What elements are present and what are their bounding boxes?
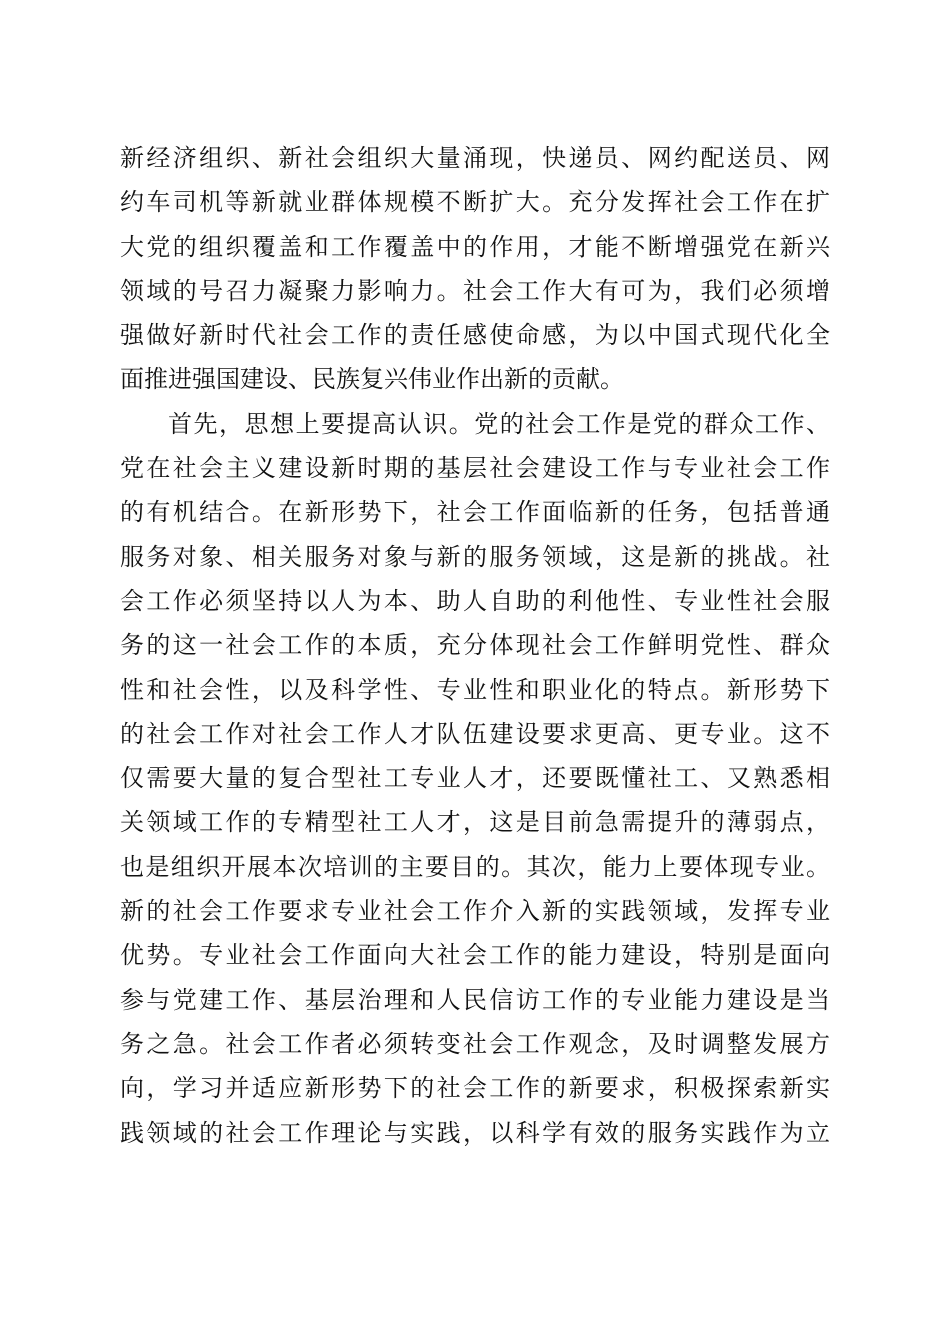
- text-line: 性和社会性，以及科学性、专业性和职业化的特点。新形势下: [120, 675, 830, 704]
- text-line: 参与党建工作、基层治理和人民信访工作的专业能力建设是当: [120, 985, 830, 1014]
- text-line: 面推进强国建设、民族复兴伟业作出新的贡献。: [120, 365, 624, 394]
- text-line: 向，学习并适应新形势下的社会工作的新要求，积极探索新实: [120, 1074, 830, 1103]
- text-line: 的有机结合。在新形势下，社会工作面临新的任务，包括普通: [120, 498, 830, 527]
- text-line: 强做好新时代社会工作的责任感使命感，为以中国式现代化全: [120, 321, 830, 350]
- text-line: 务之急。社会工作者必须转变社会工作观念，及时调整发展方: [120, 1029, 830, 1058]
- text-line: 新经济组织、新社会组织大量涌现，快递员、网约配送员、网: [120, 144, 830, 172]
- text-line: 领域的号召力凝聚力影响力。社会工作大有可为，我们必须增: [120, 276, 830, 305]
- text-line: 关领域工作的专精型社工人才，这是目前急需提升的薄弱点，: [120, 808, 830, 837]
- text-line: 约车司机等新就业群体规模不断扩大。充分发挥社会工作在扩: [120, 188, 830, 217]
- text-line: 会工作必须坚持以人为本、助人自助的利他性、专业性社会服: [120, 586, 830, 615]
- text-line: 的社会工作对社会工作人才队伍建设要求更高、更专业。这不: [120, 719, 830, 748]
- text-line: 优势。专业社会工作面向大社会工作的能力建设，特别是面向: [120, 941, 830, 970]
- text-line: 仅需要大量的复合型社工专业人才，还要既懂社工、又熟悉相: [120, 764, 830, 793]
- body-text: [120, 136, 830, 1155]
- text-line: 也是组织开展本次培训的主要目的。其次，能力上要体现专业。: [120, 852, 830, 881]
- text-line: 新的社会工作要求专业社会工作介入新的实践领域，发挥专业: [120, 897, 830, 926]
- text-line: 大党的组织覆盖和工作覆盖中的作用，才能不断增强党在新兴: [120, 232, 830, 261]
- text-line: 务的这一社会工作的本质，充分体现社会工作鲜明党性、群众: [120, 631, 830, 660]
- text-line: 践领域的社会工作理论与实践，以科学有效的服务实践作为立: [120, 1118, 830, 1147]
- text-line: 党在社会主义建设新时期的基层社会建设工作与专业社会工作: [120, 454, 830, 483]
- text-line: 服务对象、相关服务对象与新的服务领域，这是新的挑战。社: [120, 542, 830, 571]
- text-line: 首先，思想上要提高认识。党的社会工作是党的群众工作、: [168, 409, 830, 438]
